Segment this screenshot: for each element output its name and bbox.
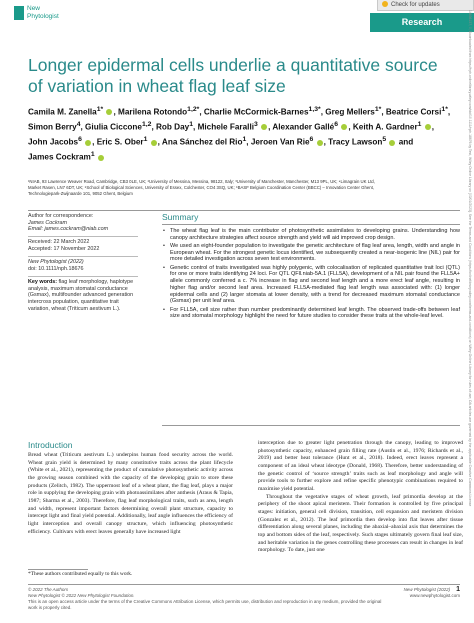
summary-bullet: • We used an eight-founder population to investigate the genetic architecture of flag leaf area, length, width and angle in European wheat. For the strongest genetic locus identified, we subsequently created a near-isogenic line (NIL) pair for more detailed investigation across seven test environments. (162, 243, 460, 263)
footer-divider (28, 584, 460, 585)
summary-bullet: • For FLL5A, cell size rather than number predominantly determined leaf length. The observed trade-offs between leaf size and stomatal morphology highlight the need for future studies to consider these traits at the whole-leaf level. (162, 307, 460, 320)
check-updates-label: Check for updates (391, 2, 440, 8)
orcid-icon[interactable] (151, 140, 157, 146)
download-sidebar (463, 0, 473, 560)
updates-icon (382, 1, 388, 7)
footer-copyright: © 2022 The Authors (28, 587, 69, 592)
keywords-text: flag leaf morphology, haplotype analysis, maximum stomatal conductance (Gsmax), multifounder advanced generation intercross population, quantitative trait variation, wheat (Triticum aestivum L.). (28, 279, 134, 312)
affiliations (28, 179, 460, 198)
correspondence-name: James Cockram (28, 219, 67, 226)
orcid-icon[interactable] (341, 124, 347, 130)
doi-link[interactable]: doi: 10.1111/nph.18676 (28, 265, 84, 272)
footnote-divider (28, 569, 88, 570)
body-paragraph: interception due to greater light penetration through the canopy, leading to improved photosynthetic capacity, enhanced grain filling rate (Austin et al., 1976; Richards et al., 2019) and better heat tolerance (Hunt et al., 2018). Indeed, erect leaves represent a component of an ideal wheat ideotype (Donald, 1968). Therefore, better understanding of the genetic control of ‘source strength’ traits such as leaf morphology and angle will provide tools to further explore and refine specific phenotypic combinations required to maximise yield potential. (258, 440, 463, 492)
header-divider (28, 210, 460, 211)
footer-trust: New Phytologist © 2022 New Phytologist Foundation. (28, 593, 135, 598)
summary-divider (162, 224, 460, 225)
citation-block (28, 259, 138, 272)
author-list (28, 104, 458, 165)
orcid-icon[interactable] (85, 140, 91, 146)
orcid-icon[interactable] (389, 140, 395, 146)
footer-url[interactable]: www.newphytologist.com (409, 593, 460, 598)
equal-contribution-footnote: *These authors contributed equally to this work. (28, 571, 133, 577)
summary-list (162, 228, 460, 322)
orcid-icon[interactable] (261, 124, 267, 130)
keywords-block (28, 279, 138, 313)
footer-license (28, 587, 388, 611)
journal-logo-icon (14, 6, 24, 20)
body-paragraph: Throughout the vegetative stages of wheat growth, leaf primordia develop at the periphery of the shoot apical meristem. Their formation is controlled by five principal stages: initiation, general cell division, transition, cell expansion and meristem division (Gonzalez et al., 2012). The leaf primordia then develop into flat leaves after tissue differentiation along several planes, including the abaxial–abaxial axis that determines the top and bottom sides of the leaf, respectively. Such stages ultimately govern final leaf size, and heritable variation in the genes controlling these processes can result in changes in leaf morphology. To date, just one (258, 493, 463, 554)
summary-bullet: • The wheat flag leaf is the main contributor of photosynthetic assimilates to developing grains. Understanding how canopy architecture strategies affect source strength and yield will aid improved crop design. (162, 228, 460, 241)
body-paragraph: Bread wheat (Triticum aestivum L.) underpins human food security across the world. Wheat grain yield is determined by many constitutive traits across the plant lifecycle (White et al., 2021), representing the product of cumulative photosynthetic activity across the growing season combined with the capacity of the developing grain to store these products (Zelitch, 1982). The uppermost leaf of a wheat plant, the flag leaf, plays a major role in supplying the developing grain with photoassimilates after anthesis (Araus & Tapia, 1987; Sharma et al., 2003). Therefore, flag leaf morphological traits, such as area, length and width, represent important factors determining overall plant structure, capacity to intercept light and final yield potential. Additionally, leaf angle influences the efficiency of light interception and overall canopy structure, which influencing photosynthetic efficiency. Cultivars with erect leaves generally have increased light (28, 452, 233, 535)
summary-heading: Summary (162, 212, 199, 222)
correspondence-block (28, 213, 138, 233)
correspondence-label: Author for correspondence: (28, 213, 94, 219)
footer-journal (370, 587, 460, 599)
introduction-heading: Introduction (28, 440, 73, 450)
affiliation-line: Market Rasen, LN7 6DT, UK; ⁵School of Biological Sciences, University of Essex, Colchester, CO4 3SQ, UK; ⁶BASF Belgium Coordination Center (BBCC) – Innovation Center Ghent, (28, 185, 375, 191)
summary-bottom-divider (162, 425, 460, 426)
body-column-right (258, 440, 463, 555)
journal-name-line2: Phytologist (27, 13, 59, 20)
dates-block (28, 239, 138, 252)
orcid-icon[interactable] (98, 155, 104, 161)
author-line-4: James Cockram$^1$ (28, 149, 458, 164)
correspondence-email[interactable]: Email: james.cockram@niab.com (28, 226, 109, 233)
summary-bullet: • Genetic control of traits investigated was highly polygenic, with colocalisation of replicated quantitative trait loci (QTL) for one or more traits identifying 24 loci. For QTL QFll.niab-5A.1 (FLL5A), development of a NIL pair found the FLL5A+ allele commonly conferred a c. 7% increase in flag and second leaf length and a more erect leaf angle, resulting in higher flag and/or second leaf area. Increased FLL5A-mediated flag leaf length was associated with: (1) longer epidermal cells and (2) larger stomata at lower density, with a trend for decreased maximum stomatal conductance (Gsmax) per unit leaf area. (162, 265, 460, 305)
affiliation-line: ¹NIAB, 93 Lawrence Weaver Road, Cambridge, CB3 0LE, UK; ²University of Messina, Messina, 98122, Italy; ³University of Manchester, Manchester, M13 9PL, UK; ⁴Limagrain UK Ltd, (28, 179, 375, 184)
accepted-date: Accepted: 17 November 2022 (28, 245, 100, 252)
check-for-updates-button[interactable] (377, 0, 474, 11)
page-number: 1 (456, 586, 460, 593)
meta-divider (28, 276, 138, 277)
author-line-1: Camila M. Zanella$^{1*}$ , Marilena Rotondo$^{1,2*}$, Charlie McCormick-Barnes$^{1,3*}$, Greg Mellers$^{1*}$, Beatrice Corsi$^{1*}$, (28, 106, 451, 117)
journal-name-line1: New (27, 5, 41, 12)
received-date: Received: 22 March 2022 (28, 239, 90, 245)
download-sidebar-text: 14698137, 0, Downloaded from https://nph.onlinelibrary.wiley.com/doi/10.1111/nph.18676 by Test, Wiley Online Library on [03/01/2023]. See the Terms and Conditions (https://onlinelibrary.wiley.com/terms-and-conditions) on Wiley Online Library for rules of use; OA articles are governed by the applicable Creative Commons License (468, 10, 472, 507)
keywords-label: Key words: (28, 279, 58, 285)
orcid-icon[interactable] (425, 124, 431, 130)
journal-year: New Phytologist (2022) (28, 259, 84, 265)
meta-divider (28, 236, 138, 237)
affiliation-line: Technologiepark-Zwijnaarde 101, 9052 Ghent, Belgium (28, 191, 133, 197)
article-title: Longer epidermal cells underlie a quantitative source of variation in wheat flag leaf size (28, 55, 438, 96)
footer-license-text[interactable]: This is an open access article under the terms of the Creative Commons Attribution License, which permits use, distribution and reproduction in any medium, provided the original work is properly cited. (28, 599, 382, 610)
footer-journal-year: New Phytologist (2022) (403, 587, 451, 592)
body-column-left (28, 452, 233, 536)
author-line-2: Simon Berry$^4$, Giulia Ciccone$^{1,2}$, Rob Day$^1$, Michele Faralli$^3$ , Alexander Gallé$^6$ , Keith A. Gardner$^1$ , (28, 121, 435, 132)
author-line-3: John Jacobs$^6$ , Eric S. Ober$^1$ , Ana Sánchez del Rio$^1$, Jeroen Van Rie$^6$ , Tracy Lawson$^5$ and (28, 136, 414, 148)
meta-divider (28, 256, 138, 257)
section-tag: Research (370, 13, 474, 32)
journal-name (27, 5, 59, 21)
orcid-icon[interactable] (106, 109, 112, 115)
orcid-icon[interactable] (317, 140, 323, 146)
